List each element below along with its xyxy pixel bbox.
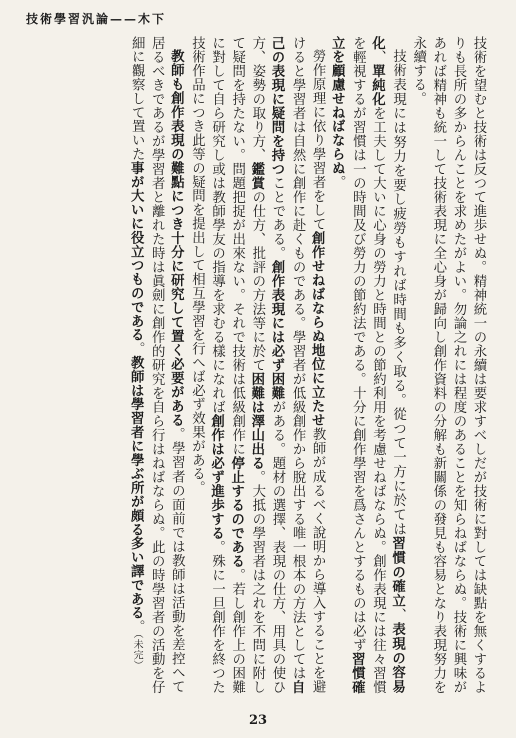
running-head: 技術學習汎論——木下	[26, 12, 167, 26]
emphasis-run: 困難は澤山出る	[248, 372, 265, 471]
emphasis-run: 創作せねばならぬ地位に立たせ	[309, 231, 326, 428]
article-body	[102, 36, 488, 694]
text-run: 、	[370, 50, 386, 65]
paragraph-4	[126, 36, 186, 694]
paragraph-3	[186, 36, 327, 694]
closing-note: （未完）	[131, 633, 143, 671]
text-run: 。	[129, 341, 145, 356]
emphasis-run: 教師も創作表現の難點につき十分に研究して置く必要がある	[168, 49, 185, 428]
text-run: 。若し創作上の困難に對して自ら研究し或は教師學友の指導を求むる樣になれば	[209, 36, 245, 694]
emphasis-run: 自己の表現に疑問を持つ	[268, 36, 306, 694]
text-run: 。學習者の面前では教師は活動を差控へて居るべきであるが學習者と離れた時は眞劍に創作的研究を自ら行はねばならぬ。此の時學習者の活動を仔細に觀察して置いた	[129, 36, 185, 694]
text-run: 。殊に一旦創作を終つた技術作品につき此等の疑問を提出して相互學習を行へば必ず效果がある。	[189, 36, 225, 694]
text-run: 。	[330, 175, 346, 189]
emphasis-run: 事が大いに役立つものである	[128, 161, 145, 342]
emphasis-run: 習慣確立を顧慮せねばならぬ	[329, 36, 366, 694]
paragraph-2	[327, 36, 407, 694]
text-run: 技術表現には努力を要し疲勞もすれば時間も多く取る。從つて一方に於ては	[390, 49, 406, 537]
text-run: がある。題材の選擇、表現の仕方、用具の使ひ方、姿勢の取り方、	[249, 36, 285, 694]
text-run: 勞作原理に依り學習者をして	[310, 49, 326, 232]
emphasis-run: 教師は學習者に學ぶ所が頗る多い譯である	[128, 355, 145, 620]
text-run: を工夫して大いに心身の勞力と時間との節約利用を考慮せねばならぬ。創作表現には往々習慣を輕視するが習慣は一の時間及び勞力の節約法である。十分に創作學習を爲さんとするものは必ず	[350, 36, 386, 694]
text-run: 技術を望むと技術は反つて進歩せぬ。精神統一の永續は要求すべしだが技術に對しては缺點を無くするよりも長所の多からんことを求めたがよい。勿論之れには程度のあることを知らねばならぬ。技術に興味があれば精神も統一して技術表現に全心身が歸向し創作資料の分解も新關係の發見も容易となり表現努力を永續する。	[410, 36, 486, 694]
text-run: 。大抵の學習者は之れを不問に附して疑問を持たない。問題把捉が出來ない。それで技術は低級創作に	[229, 36, 265, 694]
text-run: 教師が成るべく說明から導入することを避けると學習者は自然に創作に赴くものである。學習者が低級創作から脫出する唯一根本の方法としては	[290, 36, 326, 694]
text-run: 、	[390, 608, 406, 623]
emphasis-run: 表現の容易化	[369, 36, 406, 694]
emphasis-run: 創作表現には必ず困難	[268, 260, 285, 401]
emphasis-run: 鑑賞	[248, 162, 265, 191]
emphasis-run: 單純化	[369, 64, 386, 107]
emphasis-run: 創作は必ず進歩する	[208, 414, 225, 541]
page-number: 23	[248, 713, 268, 728]
paragraph-1	[408, 36, 488, 694]
text-run: ことである。	[269, 176, 285, 261]
emphasis-run: 習慣の確立	[389, 536, 406, 609]
text-run: 。	[129, 619, 145, 634]
text-run: の仕方、批評の方法等に於て	[249, 190, 265, 373]
emphasis-run: 停止するのである	[228, 456, 245, 569]
